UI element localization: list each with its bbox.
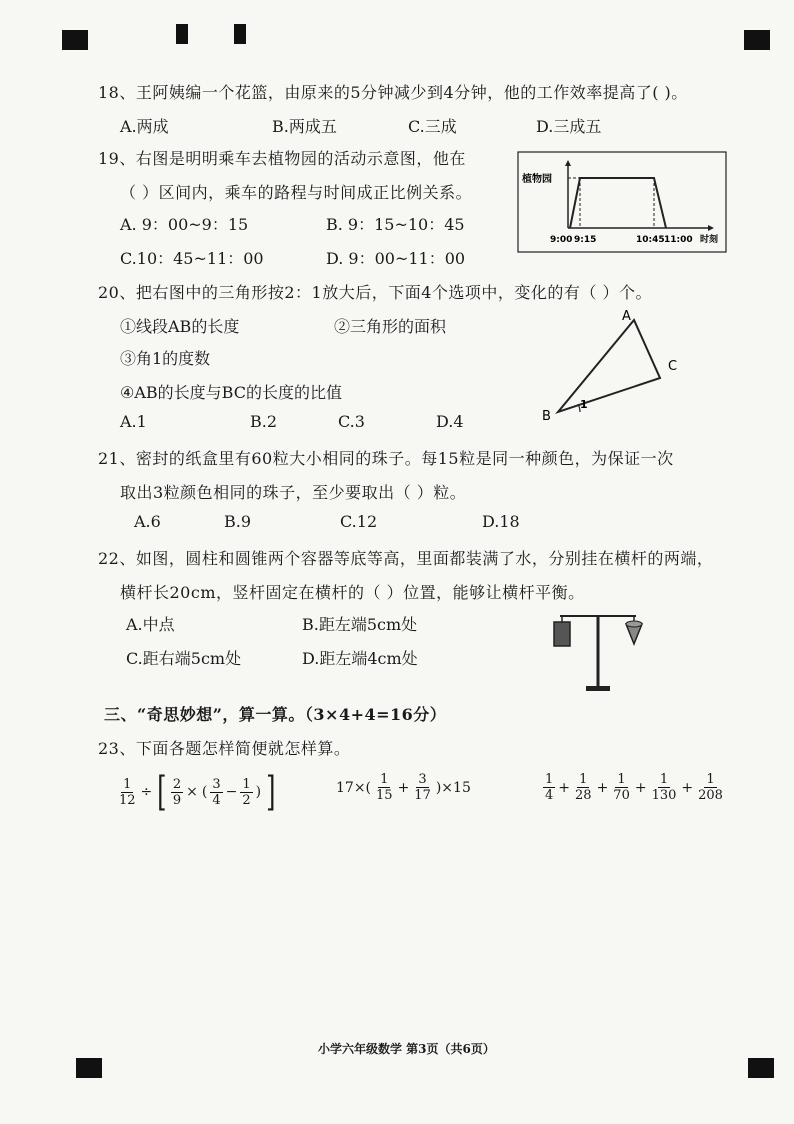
- registration-mark: [176, 24, 188, 44]
- registration-mark: [62, 30, 88, 50]
- chart-y-label: 植物园: [522, 174, 552, 185]
- registration-mark: [744, 30, 770, 50]
- fraction: $\frac{3}{17}$: [414, 772, 431, 803]
- cone-rim: [626, 621, 642, 627]
- calc-expression-2: 17×( $\frac{1}{15}$ + $\frac{3}{17}$ )×15: [336, 772, 471, 803]
- q20-option-b: B.2: [250, 412, 278, 431]
- fraction: $\frac{2}{9}$: [172, 776, 182, 808]
- q21-option-b: B.9: [224, 512, 252, 531]
- chart-x-label: 时刻: [700, 235, 719, 245]
- fraction: $\frac{3}{4}$: [212, 776, 221, 808]
- q19-option-d: D. 9：00~11：00: [326, 249, 466, 268]
- pole-base: [586, 686, 610, 691]
- fraction: $\frac{1}{130}$: [651, 772, 677, 803]
- q20-item-2: ②三角形的面积: [334, 317, 447, 336]
- q18-option-b: B.两成五: [272, 117, 337, 136]
- q21-option-d: D.18: [482, 512, 520, 531]
- fraction: $\frac{1}{12}$: [119, 776, 136, 808]
- chart-y-arrow: [565, 160, 571, 166]
- chart-x-arrow: [708, 225, 714, 231]
- q22-option-c: C.距右端5cm处: [126, 649, 242, 668]
- left-paren: (: [201, 784, 208, 800]
- chart-tick-label: 9:15: [574, 235, 597, 245]
- q19-option-a: A. 9：00~9：15: [120, 215, 249, 234]
- q20-option-a: A.1: [120, 412, 147, 431]
- left-bracket: [: [157, 769, 167, 815]
- vertex-b-label: B: [542, 409, 551, 424]
- q21-option-a: A.6: [134, 512, 161, 531]
- question-21-line2: 取出3粒颜色相同的珠子，至少要取出（ ）粒。: [120, 483, 467, 502]
- fraction: $\frac{1}{28}$: [575, 772, 592, 803]
- q20-option-d: D.4: [436, 412, 464, 431]
- fraction: $\frac{1}{15}$: [376, 772, 393, 803]
- cylinder-container: [554, 622, 570, 646]
- q22-option-a: A.中点: [126, 615, 175, 634]
- triangle-figure: [536, 306, 696, 426]
- chart-tick-label: 9:00: [550, 235, 573, 245]
- q21-option-c: C.12: [340, 512, 378, 531]
- registration-mark: [76, 1058, 102, 1078]
- question-22-line2: 横杆长20cm，竖杆固定在横杆的（ ）位置，能够让横杆平衡。: [120, 583, 585, 602]
- q18-option-a: A.两成: [120, 117, 169, 136]
- trip-chart: [516, 150, 728, 254]
- chart-tick-label: 11:00: [664, 235, 693, 245]
- question-22-line1: 22、如图，圆柱和圆锥两个容器等底等高，里面都装满了水，分别挂在横杆的两端，: [98, 549, 714, 568]
- calc-expression-3: $\frac{1}{4}$ + $\frac{1}{28}$ + $\frac{1}{70}$ + $\frac{1}{130}$ + $\frac{1}{208}$: [545, 772, 723, 803]
- q20-item-4: ④AB的长度与BC的长度的比值: [120, 383, 342, 402]
- fraction: $\frac{1}{208}$: [698, 772, 723, 803]
- registration-mark: [234, 24, 246, 44]
- q20-item-1: ①线段AB的长度: [120, 317, 240, 336]
- registration-mark: [748, 1058, 774, 1078]
- question-23-text: 23、下面各题怎样简便就怎样算。: [98, 739, 351, 758]
- question-19-line1: 19、右图是明明乘车去植物园的活动示意图，他在: [98, 149, 466, 168]
- right-bracket: ]: [266, 769, 276, 815]
- question-21-line1: 21、密封的纸盒里有60粒大小相同的珠子。每15粒是同一种颜色，为保证一次: [98, 449, 674, 468]
- q20-item-3: ③角1的度数: [120, 349, 211, 368]
- q22-option-b: B.距左端5cm处: [302, 615, 418, 634]
- q19-option-c: C.10：45~11：00: [120, 249, 264, 268]
- chart-trip-line: [570, 178, 666, 228]
- q18-option-c: C.三成: [408, 117, 457, 136]
- section-3-title: 三、“奇思妙想”，算一算。（3×4+4=16分）: [104, 705, 447, 724]
- q18-option-d: D.三成五: [536, 117, 602, 136]
- q19-option-b: B. 9：15~10：45: [326, 215, 465, 234]
- q20-option-c: C.3: [338, 412, 365, 431]
- vertex-a-label: A: [622, 309, 631, 324]
- fraction: $\frac{1}{2}$: [242, 776, 251, 808]
- vertex-c-label: C: [668, 359, 678, 374]
- triangle-abc: [558, 320, 660, 412]
- question-19-line2: （ ）区间内，乘车的路程与时间成正比例关系。: [120, 183, 473, 202]
- calc-expression-1: $\frac{1}{12}$ ÷ [ $\frac{2}{9}$ × ( $\frac{3}{4}$ − $\frac{1}{2}$ ) ]: [119, 769, 276, 815]
- q22-option-d: D.距左端4cm处: [302, 649, 418, 668]
- chart-tick-label: 10:45: [636, 235, 665, 245]
- balance-figure: [548, 610, 648, 700]
- question-20-text: 20、把右图中的三角形按2：1放大后，下面4个选项中，变化的有（ ）个。: [98, 283, 652, 302]
- right-paren: ): [255, 784, 262, 800]
- page-footer: 小学六年级数学 第3页（共6页）: [318, 1042, 495, 1056]
- question-18-text: 18、王阿姨编一个花篮，由原来的5分钟减少到4分钟，他的工作效率提高了( )。: [98, 83, 688, 102]
- angle-1-label: 1: [580, 398, 588, 411]
- fraction: $\frac{1}{70}$: [613, 772, 630, 803]
- fraction: $\frac{1}{4}$: [545, 772, 554, 803]
